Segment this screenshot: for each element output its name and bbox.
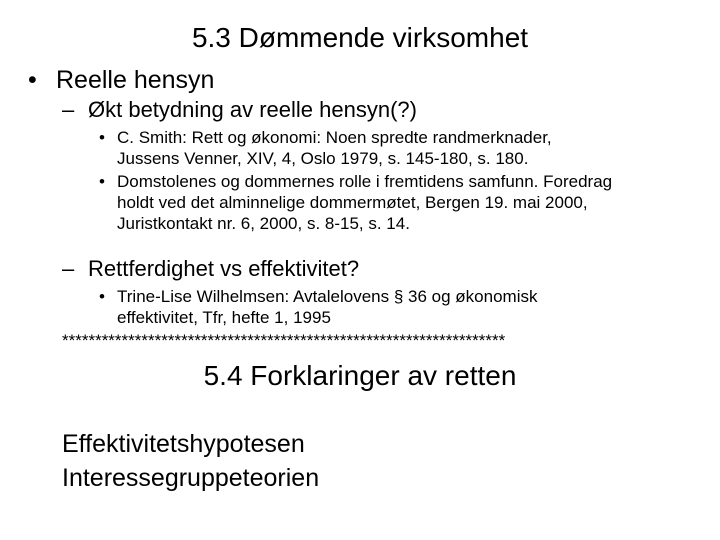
reference-domstolenes [99, 171, 612, 234]
sub-bullet-text: Rettferdighet vs effektivitet? [88, 256, 360, 281]
bullet-reelle-hensyn [28, 66, 214, 95]
reference-line: holdt ved det alminnelige dommermøtet, Bergen 19. mai 2000, [117, 193, 588, 212]
asterisk-separator: ******************************************************************* [62, 331, 506, 350]
section-title-5-3: 5.3 Dømmende virksomhet [191, 22, 529, 53]
section-title-5-4: 5.4 Forklaringer av retten [203, 360, 517, 391]
dash-marker: – [62, 97, 75, 122]
reference-line: C. Smith: Rett og økonomi: Noen spredte randmerknader, [117, 128, 552, 147]
item-interessegruppeteorien: Interessegruppeteorien [62, 464, 320, 492]
bullet-marker: • [28, 66, 37, 94]
bullet-text: Reelle hensyn [56, 66, 215, 94]
bullet-marker: • [99, 287, 105, 306]
reference-line: effektivitet, Tfr, hefte 1, 1995 [117, 308, 331, 327]
sub-bullet-rettferdighet [62, 256, 359, 282]
reference-line: Juristkontakt nr. 6, 2000, s. 8-15, s. 14. [117, 214, 410, 233]
sub-bullet-okt-betydning [62, 97, 417, 123]
reference-line: Trine-Lise Wilhelmsen: Avtalelovens § 36 og økonomisk [117, 287, 538, 306]
reference-line: Domstolenes og dommernes rolle i fremtidens samfunn. Foredrag [117, 172, 613, 191]
bullet-marker: • [99, 172, 105, 191]
reference-smith [99, 127, 552, 169]
reference-wilhelmsen [99, 286, 537, 328]
sub-bullet-text: Økt betydning av reelle hensyn(?) [88, 97, 417, 122]
bullet-marker: • [99, 128, 105, 147]
reference-line: Jussens Venner, XIV, 4, Oslo 1979, s. 145-180, s. 180. [117, 149, 529, 168]
item-effektivitetshypotesen: Effektivitetshypotesen [62, 430, 305, 458]
dash-marker: – [62, 256, 75, 281]
